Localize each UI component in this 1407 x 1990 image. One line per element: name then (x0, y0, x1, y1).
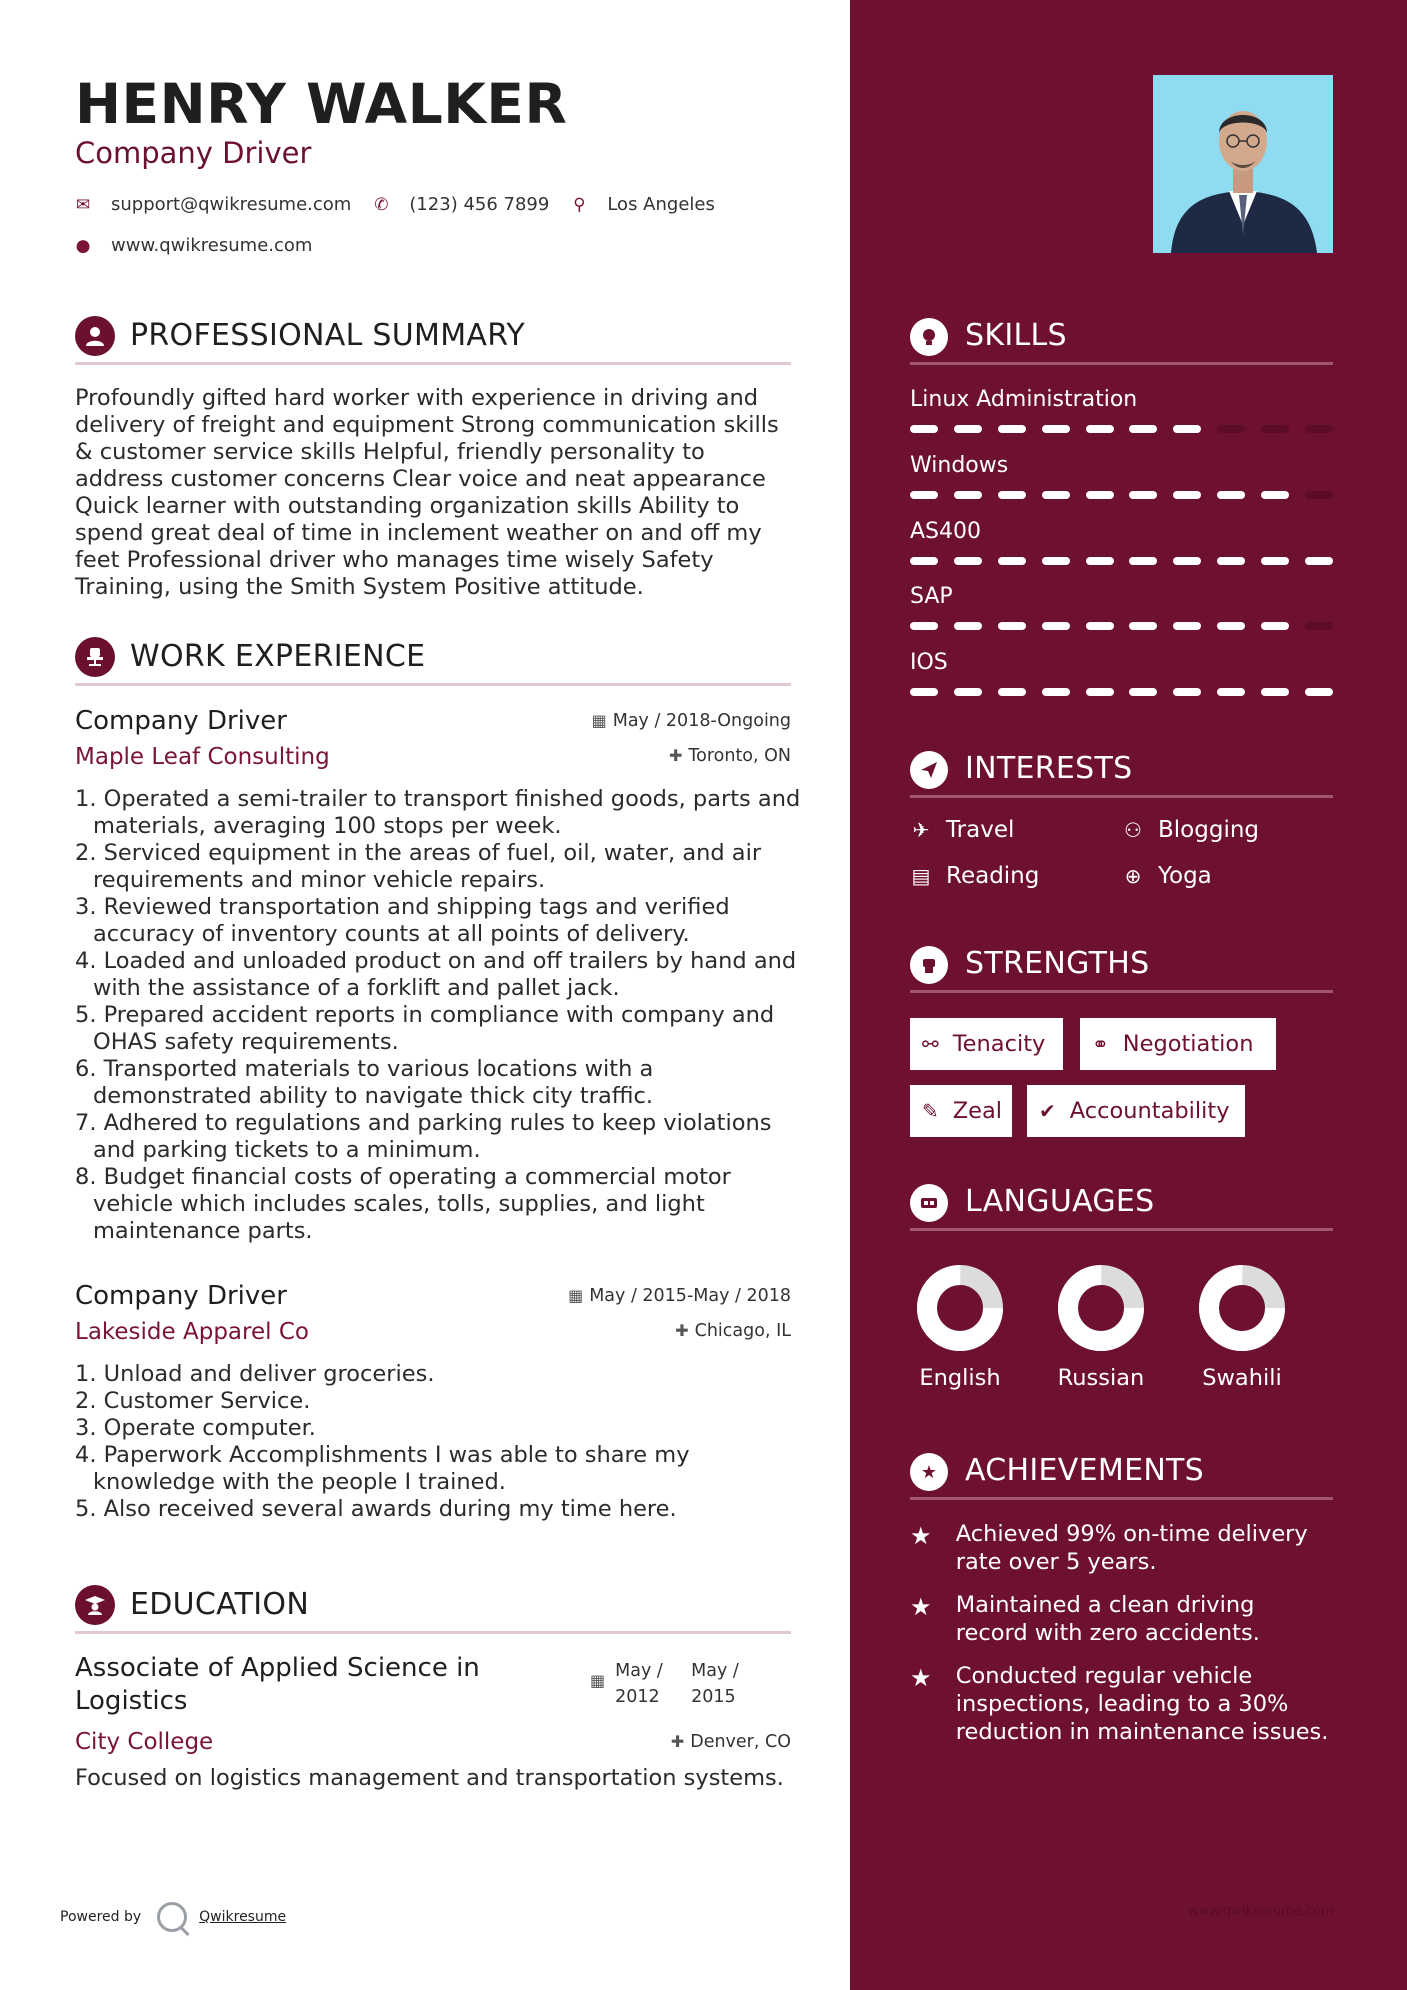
skill-segment (1261, 425, 1289, 433)
candidate-title: Company Driver (75, 136, 312, 170)
list-item: 2. Customer Service. (75, 1388, 311, 1414)
experience-section-header (75, 633, 791, 683)
achievements-section-header (910, 1447, 1333, 1497)
skill-segment (1086, 425, 1114, 433)
language-name: Swahili (1202, 1365, 1282, 1391)
end-date: May / 2015 (691, 1661, 739, 1707)
list-item: 5. Also received several awards during my time here. (75, 1496, 677, 1522)
job-company: Maple Leaf Consulting (75, 744, 330, 770)
skill-name: IOS (910, 650, 948, 675)
achievement-item: ★ Maintained a clean driving record with zero accidents. (910, 1592, 1260, 1646)
education-heading: EDUCATION (130, 1587, 310, 1622)
skill-segment (1042, 491, 1070, 499)
skill-segment (1173, 622, 1201, 630)
section-divider (75, 1631, 791, 1634)
link-icon: ⚯ (922, 1032, 939, 1056)
watermark: www.qwikresume.com (1188, 1904, 1334, 1919)
school-location: ✚ Denver, CO (670, 1732, 791, 1752)
list-item: 7. Adhered to regulations and parking rules to keep violations and parking tickets to a minimum. (75, 1110, 772, 1163)
envelope-icon: ✉ (75, 194, 91, 215)
skill-item (910, 650, 1333, 675)
section-divider (910, 990, 1333, 993)
skill-segment (1305, 491, 1333, 499)
skill-item (910, 453, 1333, 478)
skill-segment (954, 557, 982, 565)
degree-name: Associate of Applied Science in Logistics (75, 1653, 480, 1716)
skill-segment (998, 491, 1026, 499)
skill-segment (1217, 622, 1245, 630)
job-duties (75, 1361, 805, 1523)
list-item: 3. Operate computer. (75, 1415, 316, 1441)
skill-name: Windows (910, 453, 1009, 478)
skill-segment (954, 425, 982, 433)
list-item: 8. Budget financial costs of operating a commercial motor vehicle which includes scales, tolls, supplies, and light maintenance parts. (75, 1164, 731, 1244)
contact-row (75, 194, 737, 215)
calendar-icon: ▦ (590, 1671, 606, 1690)
skill-segment (910, 557, 938, 565)
skill-segment (1086, 688, 1114, 696)
interest-item: ▤ Reading (911, 863, 1040, 889)
skill-level-bar (910, 622, 1333, 630)
candidate-name: HENRY WALKER (75, 72, 568, 136)
shooting-star-icon: ★ (910, 1522, 932, 1550)
skill-segment (910, 425, 938, 433)
sidebar (850, 0, 1407, 1990)
language-item (1041, 1265, 1161, 1391)
skill-segment (1129, 491, 1157, 499)
shooting-star-icon: ★ (910, 1664, 932, 1692)
education-dates (590, 1658, 767, 1710)
language-name: Russian (1057, 1365, 1145, 1391)
list-item: 5. Prepared accident reports in compliance with company and OHAS safety requirements. (75, 1002, 775, 1055)
section-divider (75, 683, 791, 686)
skills-heading: SKILLS (965, 318, 1067, 353)
strengths-section-header (910, 940, 1333, 990)
language-donut (1199, 1265, 1285, 1351)
brand-link[interactable]: Qwikresume (199, 1909, 287, 1925)
skill-segment (910, 622, 938, 630)
skill-segment (1217, 557, 1245, 565)
plane-icon: ✈ (912, 818, 930, 842)
interest-item: ⊕ Yoga (1122, 863, 1212, 889)
language-name: English (919, 1365, 1001, 1391)
skill-segment (1042, 557, 1070, 565)
skill-segment (1305, 557, 1333, 565)
skill-level-bar (910, 491, 1333, 499)
calendar-icon: ▦ (568, 1286, 584, 1305)
school-name: City College (75, 1729, 214, 1755)
skill-segment (998, 425, 1026, 433)
skill-segment (998, 688, 1026, 696)
skill-segment (1129, 425, 1157, 433)
job-role: Company Driver (75, 706, 287, 736)
contact-location: Los Angeles (607, 194, 715, 215)
pin-icon: ✚ (675, 1321, 689, 1340)
skill-segment (1261, 622, 1289, 630)
skill-segment (1173, 557, 1201, 565)
pen-icon: ✎ (922, 1099, 939, 1123)
start-date: May / 2012 (615, 1661, 663, 1707)
list-item: 2. Serviced equipment in the areas of fuel, oil, water, and air requirements and minor vehicle repairs. (75, 840, 762, 893)
interest-item: ✈ Travel (910, 817, 1014, 843)
list-item: 1. Unload and deliver groceries. (75, 1361, 435, 1387)
job-location: ✚ Chicago, IL (675, 1321, 791, 1341)
paper-plane-icon (910, 751, 948, 789)
calendar-icon: ▦ (591, 711, 607, 730)
section-divider (910, 795, 1333, 798)
skill-level-bar (910, 425, 1333, 433)
section-divider (910, 1228, 1333, 1231)
skill-item (910, 519, 1333, 544)
language-donut (917, 1265, 1003, 1351)
skill-segment (1129, 622, 1157, 630)
fist-icon (910, 946, 948, 984)
skill-segment (998, 622, 1026, 630)
interests-heading: INTERESTS (965, 751, 1133, 786)
graduate-icon (75, 1585, 115, 1625)
skill-segment (1305, 688, 1333, 696)
skill-segment (1042, 622, 1070, 630)
skill-item (910, 387, 1333, 412)
job-role: Company Driver (75, 1281, 287, 1311)
skills-section-header (910, 312, 1333, 362)
skill-segment (910, 491, 938, 499)
strength-chip: ✎ Zeal (910, 1085, 1012, 1137)
user-icon (75, 316, 115, 356)
skill-level-bar (910, 688, 1333, 696)
map-marker-icon: ⚲ (573, 194, 586, 215)
job-location: ✚ Toronto, ON (669, 746, 791, 766)
languages-section-header (910, 1178, 1333, 1228)
list-item: 6. Transported materials to various locations with a demonstrated ability to navigate thick city traffic. (75, 1056, 654, 1109)
office-chair-icon (75, 637, 115, 677)
skill-segment (954, 622, 982, 630)
skill-segment (954, 688, 982, 696)
skill-segment (1217, 688, 1245, 696)
skill-segment (1129, 688, 1157, 696)
skill-segment (954, 491, 982, 499)
skill-segment (910, 688, 938, 696)
section-divider (910, 362, 1333, 365)
list-item: 4. Loaded and unloaded product on and off trailers by hand and with the assistance of a forklift and pallet jack. (75, 948, 797, 1001)
shooting-star-icon: ★ (910, 1593, 932, 1621)
skill-segment (1305, 622, 1333, 630)
users-icon: ⚇ (1124, 818, 1142, 842)
skill-segment (1217, 425, 1245, 433)
job-duties (75, 786, 805, 1245)
strength-chip: ⚯ Tenacity (910, 1018, 1063, 1070)
summary-heading: PROFESSIONAL SUMMARY (130, 318, 526, 353)
language-item (1182, 1265, 1302, 1391)
skill-segment (1042, 688, 1070, 696)
skill-name: Linux Administration (910, 387, 1138, 412)
strength-chip: ⚭ Negotiation (1080, 1018, 1276, 1070)
skill-segment (1173, 688, 1201, 696)
achievement-item: ★ Achieved 99% on-time delivery rate over 5 years. (910, 1521, 1308, 1575)
check-circle-icon: ✔ (1039, 1099, 1056, 1123)
contact-website[interactable]: www.qwikresume.com (111, 235, 313, 256)
list-item: 1. Operated a semi-trailer to transport finished goods, parts and materials, averaging 100 stops per week. (75, 786, 801, 839)
skill-segment (1173, 425, 1201, 433)
handshake-icon: ⚭ (1092, 1032, 1109, 1056)
job-date: ▦ May / 2018-Ongoing (591, 711, 791, 731)
pin-icon: ✚ (669, 746, 683, 765)
section-divider (75, 362, 791, 365)
lightbulb-icon (910, 318, 948, 356)
skill-segment (1129, 557, 1157, 565)
skill-segment (1305, 425, 1333, 433)
powered-by-label: Powered by (60, 1909, 142, 1925)
experience-heading: WORK EXPERIENCE (130, 639, 426, 674)
skill-segment (1086, 557, 1114, 565)
skill-segment (1217, 491, 1245, 499)
education-section-header (75, 1581, 791, 1631)
list-item: 4. Paperwork Accomplishments I was able to share my knowledge with the people I trained. (75, 1442, 690, 1495)
skill-segment (1261, 688, 1289, 696)
skill-level-bar (910, 557, 1333, 565)
skill-segment (1173, 491, 1201, 499)
contact-email[interactable]: support@qwikresume.com (111, 194, 352, 215)
job-date: ▦ May / 2015-May / 2018 (568, 1286, 791, 1306)
job-company: Lakeside Apparel Co (75, 1319, 309, 1345)
section-divider (910, 1497, 1333, 1500)
summary-section-header (75, 312, 791, 362)
skill-segment (1261, 491, 1289, 499)
skill-name: SAP (910, 584, 953, 609)
education-description: Focused on logistics management and transportation systems. (75, 1765, 784, 1791)
contact-row-website (75, 235, 334, 256)
skill-segment (998, 557, 1026, 565)
strengths-heading: STRENGTHS (965, 946, 1150, 981)
star-badge-icon: ★ (910, 1453, 948, 1491)
book-icon: ▤ (911, 864, 931, 888)
skill-segment (1086, 622, 1114, 630)
language-icon (910, 1184, 948, 1222)
language-item (900, 1265, 1020, 1391)
skill-segment (1086, 491, 1114, 499)
summary-text: Profoundly gifted hard worker with experience in driving and delivery of freight and equipment Strong communication skills & customer service skills Helpful, friendly personality to address customer concerns Clear voice and neat appearance Quick learner with outstanding organization skills Ability to spend great deal of time in inclement weather on and off my feet Professional driver who manages time wisely Safety Training, using the Smith System Positive attitude. (75, 385, 779, 600)
profile-photo (1153, 75, 1333, 253)
strength-chip: ✔ Accountability (1027, 1085, 1245, 1137)
phone-icon: ✆ (374, 194, 389, 215)
skill-name: AS400 (910, 519, 982, 544)
list-item: 3. Reviewed transportation and shipping tags and verified accuracy of inventory counts at all points of delivery. (75, 894, 730, 947)
pin-icon: ✚ (670, 1732, 685, 1751)
skill-segment (1042, 425, 1070, 433)
skill-item (910, 584, 1333, 609)
qwikresume-logo-icon (157, 1902, 187, 1932)
achievements-heading: ACHIEVEMENTS (965, 1453, 1205, 1488)
skill-segment (1261, 557, 1289, 565)
contact-phone[interactable]: (123) 456 7899 (409, 194, 550, 215)
interests-section-header (910, 745, 1333, 795)
interest-item: ⚇ Blogging (1122, 817, 1259, 843)
lifebuoy-icon: ⊕ (1124, 864, 1142, 888)
globe-icon: ● (75, 235, 91, 256)
powered-by (60, 1902, 286, 1932)
language-donut (1058, 1265, 1144, 1351)
achievement-item: ★ Conducted regular vehicle inspections, leading to a 30% reduction in maintenance issues. (910, 1663, 1329, 1745)
languages-heading: LANGUAGES (965, 1184, 1155, 1219)
